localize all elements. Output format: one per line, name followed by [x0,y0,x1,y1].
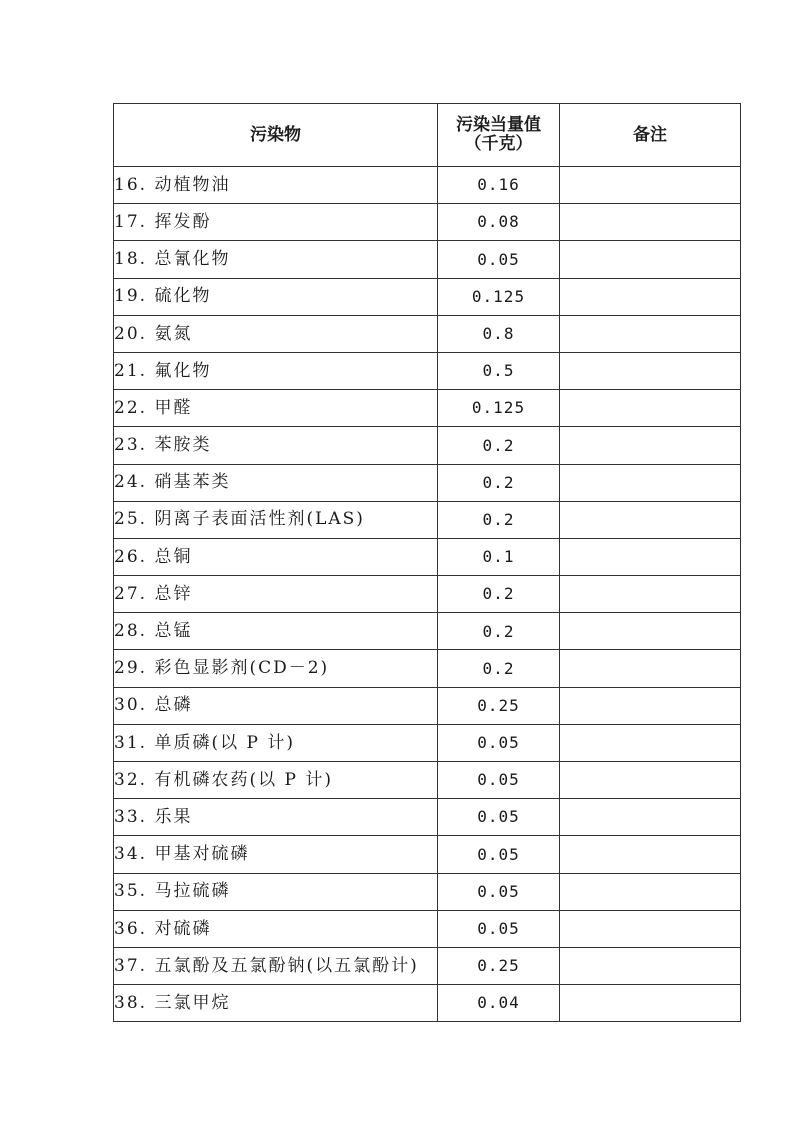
pollutant-name-cell: 37. 五氯酚及五氯酚钠(以五氯酚计) [114,947,438,984]
equivalent-value-cell: 0.25 [438,947,560,984]
remarks-cell [560,204,741,241]
pollutant-name-cell: 36. 对硫磷 [114,910,438,947]
remarks-cell [560,390,741,427]
header-pollutant: 污染物 [114,104,438,167]
pollutant-name-cell: 33. 乐果 [114,799,438,836]
pollutant-name-cell: 17. 挥发酚 [114,204,438,241]
pollutant-name-cell: 19. 硫化物 [114,278,438,315]
equivalent-value-cell: 0.05 [438,241,560,278]
table-row [114,538,741,575]
table-row [114,315,741,352]
pollutant-name-cell: 28. 总锰 [114,613,438,650]
pollutant-name-cell: 35. 马拉硫磷 [114,873,438,910]
table-row [114,985,741,1022]
header-remarks: 备注 [560,104,741,167]
table-body [114,167,741,1022]
remarks-cell [560,576,741,613]
remarks-cell [560,464,741,501]
pollutant-name-cell: 30. 总磷 [114,687,438,724]
table-row [114,613,741,650]
remarks-cell [560,873,741,910]
table-row [114,501,741,538]
table-row [114,427,741,464]
remarks-cell [560,724,741,761]
equivalent-value-cell: 0.05 [438,724,560,761]
remarks-cell [560,501,741,538]
pollutant-name-cell: 23. 苯胺类 [114,427,438,464]
equivalent-value-cell: 0.04 [438,985,560,1022]
pollutant-equivalent-table [113,103,741,1022]
equivalent-value-cell: 0.05 [438,762,560,799]
equivalent-value-cell: 0.1 [438,538,560,575]
pollutant-name-cell: 22. 甲醛 [114,390,438,427]
equivalent-value-cell: 0.25 [438,687,560,724]
equivalent-value-cell: 0.8 [438,315,560,352]
remarks-cell [560,241,741,278]
pollutant-name-cell: 24. 硝基苯类 [114,464,438,501]
table-row [114,762,741,799]
table-row [114,204,741,241]
remarks-cell [560,167,741,204]
pollutant-name-cell: 18. 总氰化物 [114,241,438,278]
remarks-cell [560,799,741,836]
pollutant-name-cell: 20. 氨氮 [114,315,438,352]
table-row [114,687,741,724]
remarks-cell [560,538,741,575]
equivalent-value-cell: 0.05 [438,799,560,836]
pollutant-name-cell: 29. 彩色显影剂(CD－2) [114,650,438,687]
remarks-cell [560,836,741,873]
remarks-cell [560,613,741,650]
remarks-cell [560,947,741,984]
equivalent-value-cell: 0.05 [438,836,560,873]
table-row [114,910,741,947]
header-equivalent-value-unit: （千克） [464,134,533,154]
table-row [114,241,741,278]
table-row [114,576,741,613]
remarks-cell [560,315,741,352]
table-row [114,352,741,389]
equivalent-value-cell: 0.16 [438,167,560,204]
table-row [114,724,741,761]
header-equivalent-value [438,104,560,167]
pollutant-name-cell: 16. 动植物油 [114,167,438,204]
equivalent-value-cell: 0.125 [438,390,560,427]
table-row [114,836,741,873]
equivalent-value-cell: 0.5 [438,352,560,389]
table-row [114,799,741,836]
remarks-cell [560,352,741,389]
equivalent-value-cell: 0.05 [438,873,560,910]
remarks-cell [560,687,741,724]
remarks-cell [560,427,741,464]
remarks-cell [560,650,741,687]
table-row [114,167,741,204]
equivalent-value-cell: 0.2 [438,427,560,464]
pollutant-name-cell: 32. 有机磷农药(以 P 计) [114,762,438,799]
pollutant-name-cell: 21. 氟化物 [114,352,438,389]
table-row [114,650,741,687]
pollutant-name-cell: 27. 总锌 [114,576,438,613]
remarks-cell [560,762,741,799]
pollutant-name-cell: 31. 单质磷(以 P 计) [114,724,438,761]
pollutant-name-cell: 26. 总铜 [114,538,438,575]
table-row [114,464,741,501]
pollutant-name-cell: 34. 甲基对硫磷 [114,836,438,873]
equivalent-value-cell: 0.2 [438,613,560,650]
equivalent-value-cell: 0.125 [438,278,560,315]
equivalent-value-cell: 0.05 [438,910,560,947]
equivalent-value-cell: 0.2 [438,501,560,538]
table-row [114,390,741,427]
table-row [114,873,741,910]
remarks-cell [560,985,741,1022]
equivalent-value-cell: 0.2 [438,650,560,687]
remarks-cell [560,278,741,315]
pollutant-name-cell: 25. 阴离子表面活性剂(LAS) [114,501,438,538]
remarks-cell [560,910,741,947]
table-header-row [114,104,741,167]
equivalent-value-cell: 0.2 [438,464,560,501]
equivalent-value-cell: 0.2 [438,576,560,613]
table-row [114,947,741,984]
header-equivalent-value-line1: 污染当量值 [456,115,541,136]
table-row [114,278,741,315]
equivalent-value-cell: 0.08 [438,204,560,241]
pollutant-name-cell: 38. 三氯甲烷 [114,985,438,1022]
